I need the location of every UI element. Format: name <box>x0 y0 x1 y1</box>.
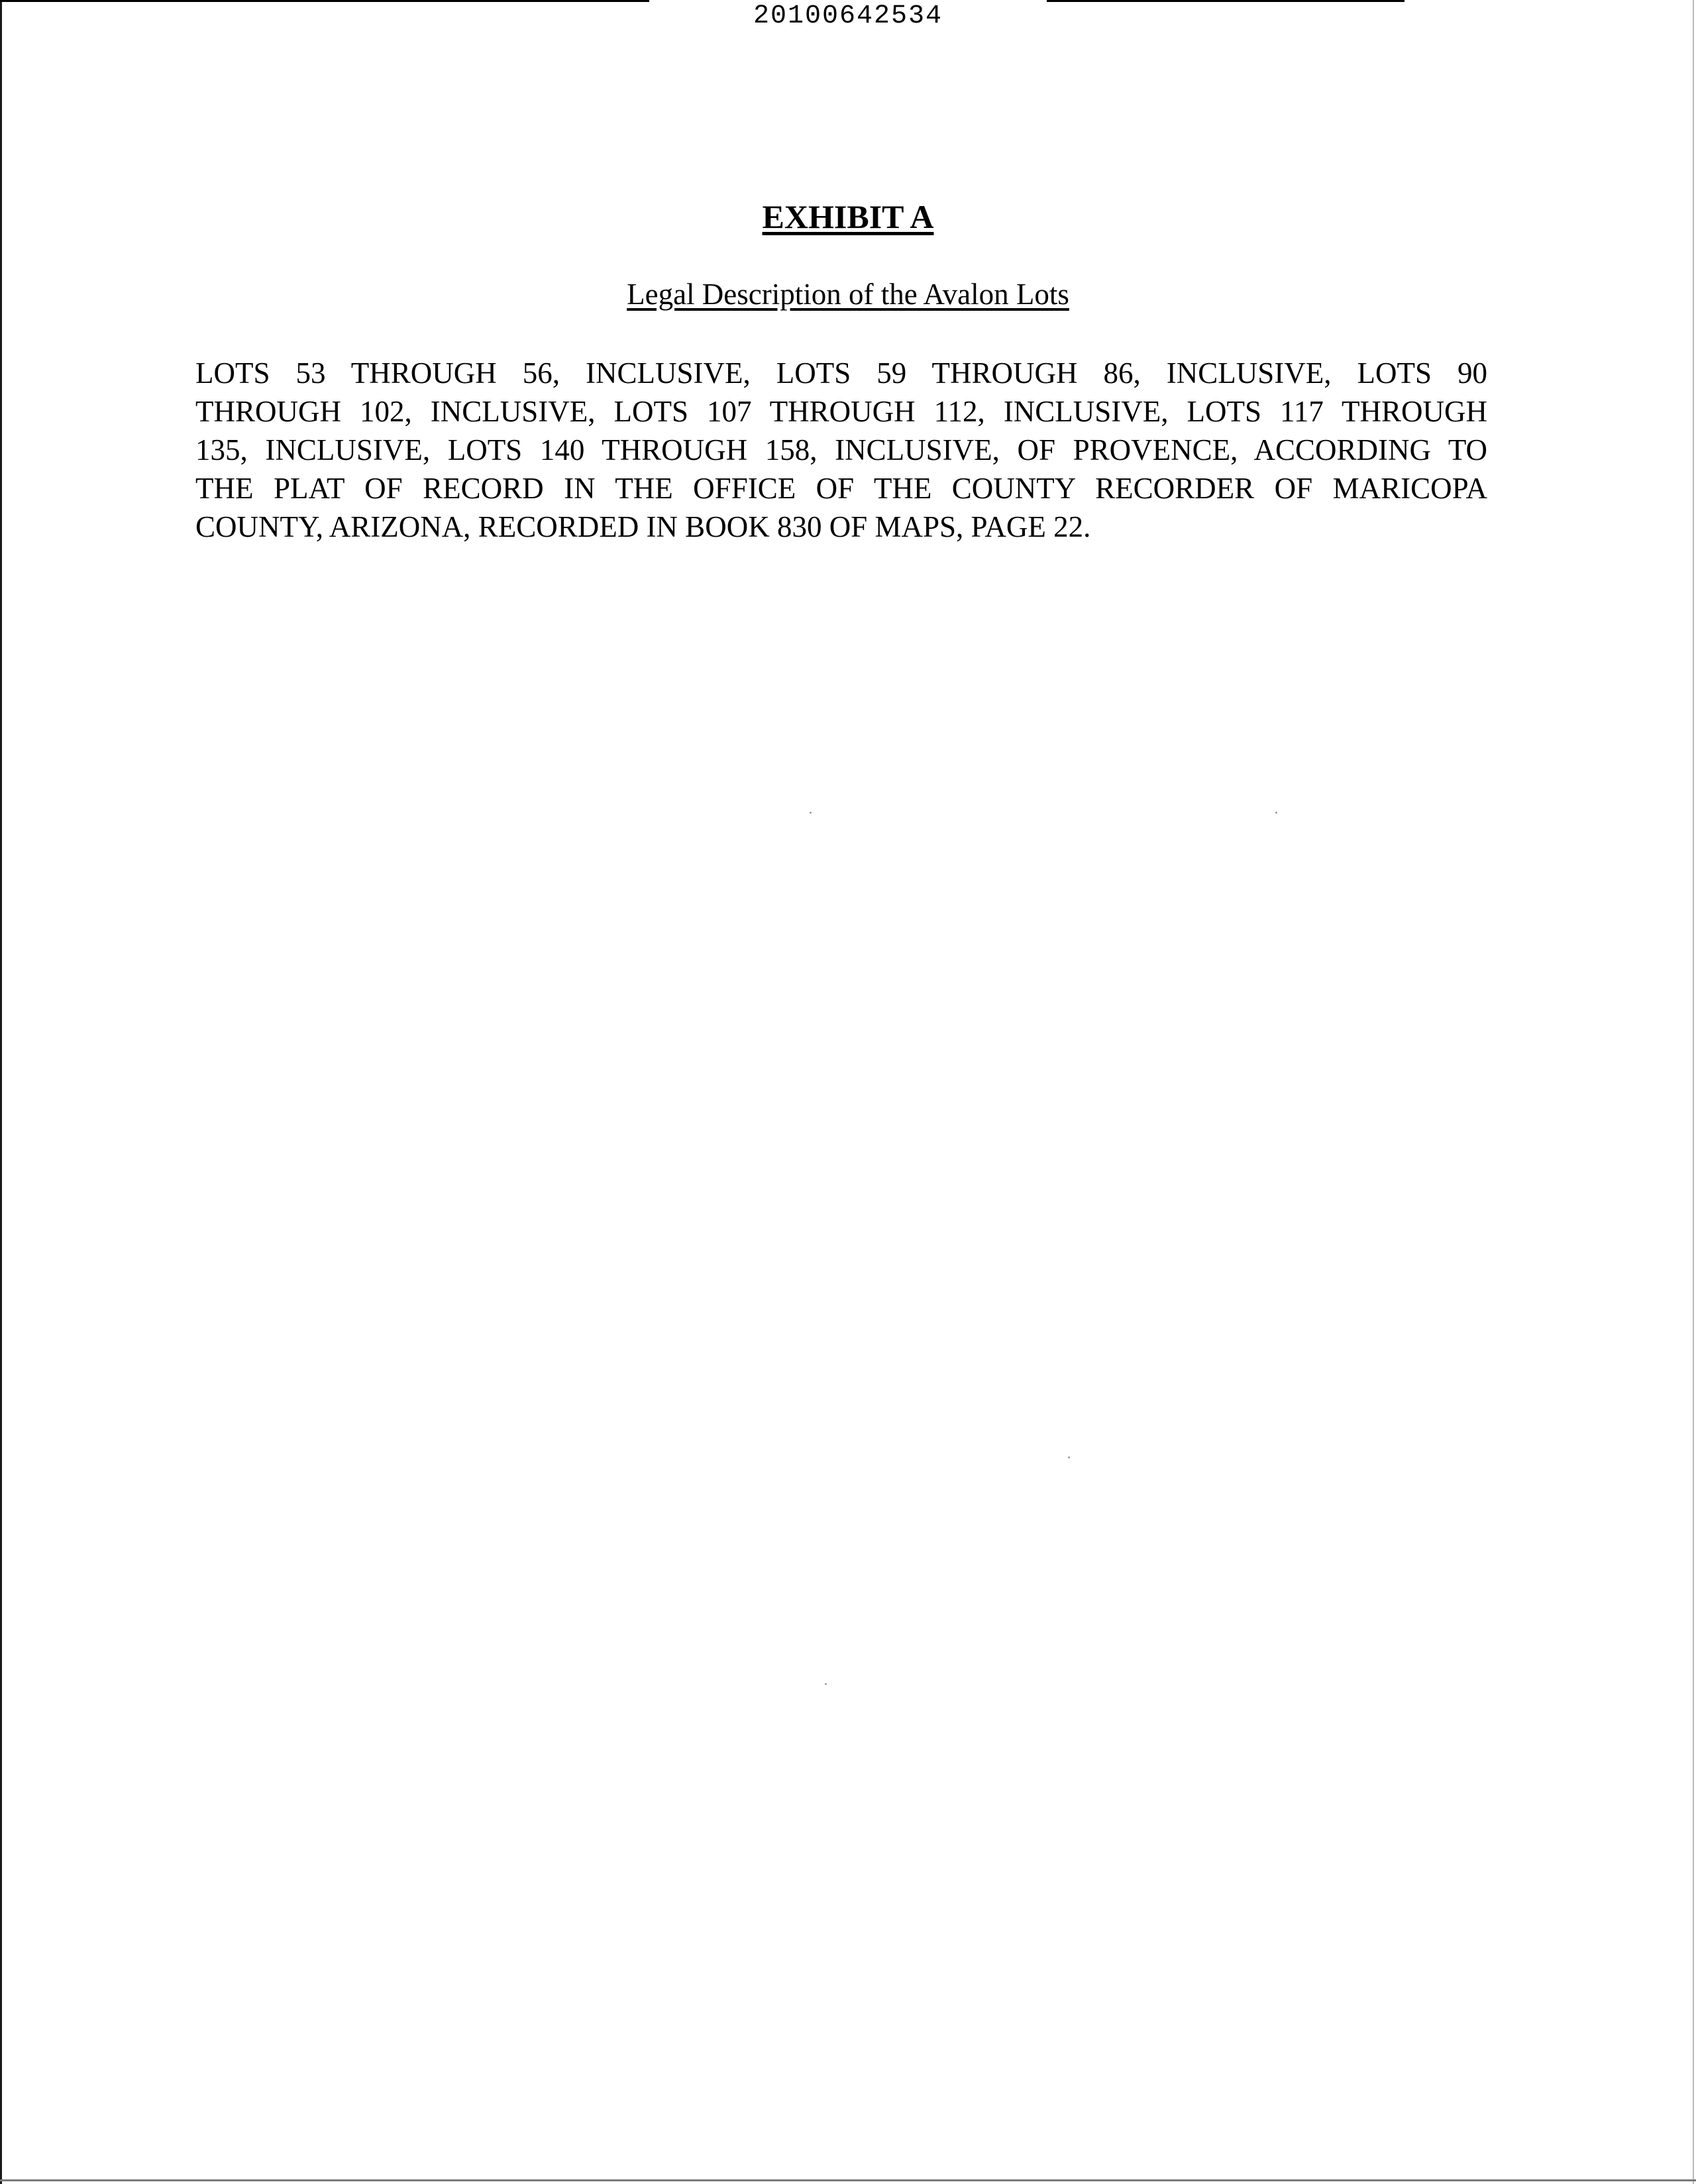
exhibit-subtitle: Legal Description of the Avalon Lots <box>627 278 1069 311</box>
scan-speck <box>825 1683 827 1685</box>
scan-edge-bottom <box>0 2179 1696 2181</box>
legal-description-line: COUNTY, ARIZONA, RECORDED IN BOOK 830 OF MAPS, PAGE 22. <box>195 510 1091 543</box>
legal-description-line: THE PLAT OF RECORD IN THE OFFICE OF THE COUNTY RECORDER OF MARICOPA <box>195 472 1487 505</box>
legal-description-line: 135, INCLUSIVE, LOTS 140 THROUGH 158, INCLUSIVE, OF PROVENCE, ACCORDING TO <box>195 433 1487 466</box>
scan-speck <box>1068 1456 1070 1458</box>
scan-speck <box>1275 812 1277 814</box>
scan-speck <box>810 812 812 814</box>
exhibit-title: EXHIBIT A <box>762 198 934 235</box>
document-number: 20100642534 <box>753 1 943 31</box>
scan-edge-left <box>0 0 2 2184</box>
legal-description <box>195 354 1487 546</box>
scan-edge-right <box>1693 0 1694 2184</box>
legal-description-line: LOTS 53 THROUGH 56, INCLUSIVE, LOTS 59 THROUGH 86, INCLUSIVE, LOTS 90 <box>195 356 1487 390</box>
legal-description-line: THROUGH 102, INCLUSIVE, LOTS 107 THROUGH 112, INCLUSIVE, LOTS 117 THROUGH <box>195 395 1487 428</box>
